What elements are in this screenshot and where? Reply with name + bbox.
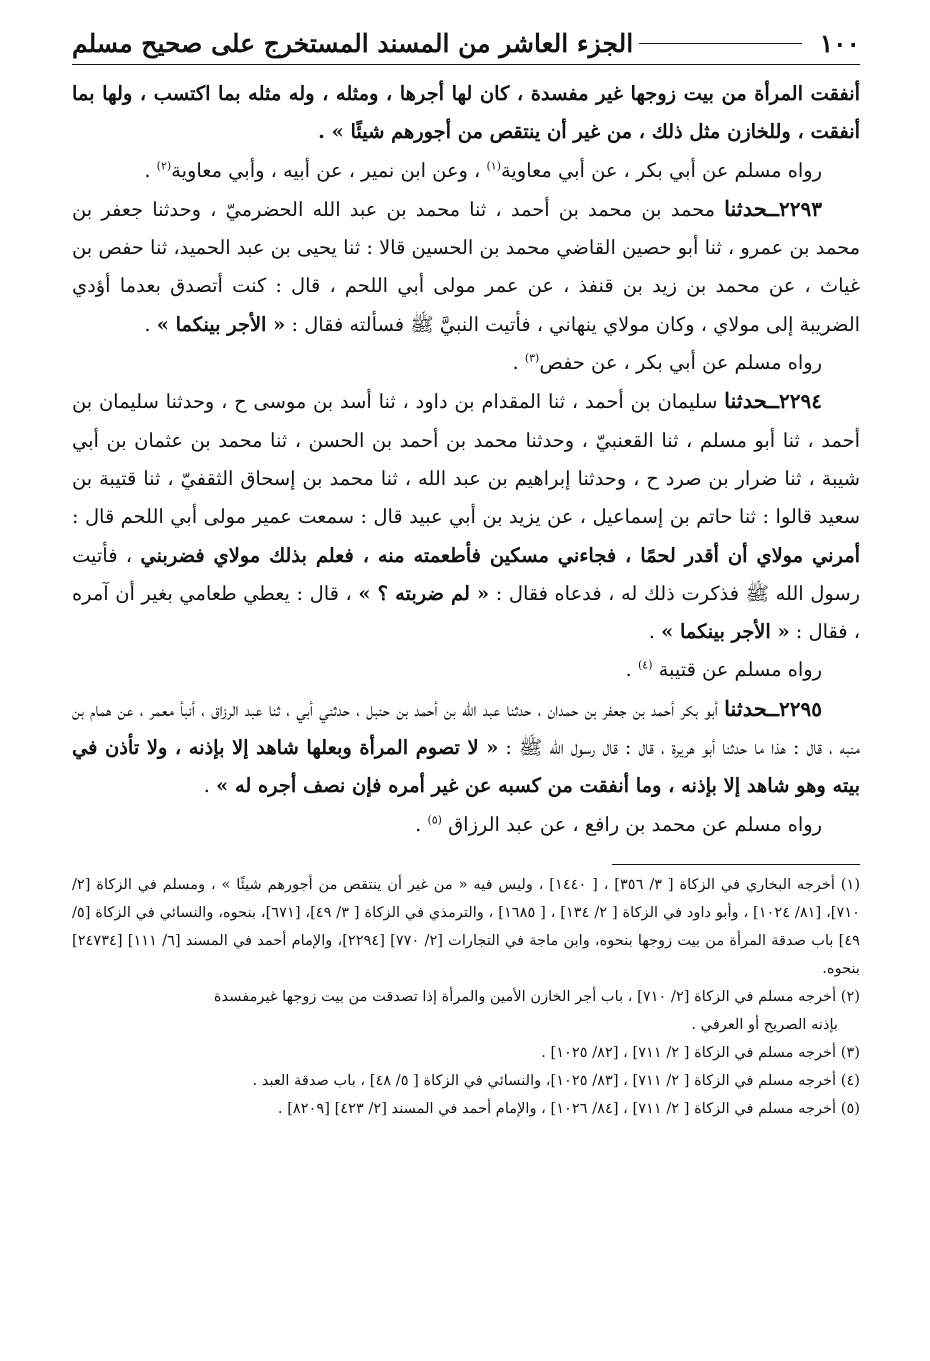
isnad-text: أبو بكر أحمد بن جعفر بن حمدان ، حدثنا عبد الله بن أحمد بن حنبل ، حدثني أبي ، ثنا عبد الرزاق ، أنبأ معمر ، عن همام بن منبه ، قال : هذا ما حدثنا أبو هريرة ، قال : قال رسول الله ﷺ :: [72, 697, 860, 760]
hadith-number: ٢٢٩٣ــ: [767, 196, 822, 221]
narration-text: ، قال : يعطي طعامي بغير أن آمره ، فقال :: [72, 581, 860, 644]
hadith-2293: [72, 190, 860, 344]
footnote-marker: (٤): [637, 658, 653, 672]
riwaya-text: .: [512, 351, 525, 375]
page-header: [72, 22, 860, 65]
punctuation: .: [203, 774, 217, 798]
footnote-marker: (٥): [427, 813, 442, 827]
footnote-2: (٢) أخرجه مسلم في الزكاة [٢/ ٧١٠] ، باب أجر الخازن الأمين والمرأة إذا تصدقت من بيت زوجها غيرمفسدة: [213, 987, 860, 1005]
riwaya-text: ، وعن ابن نمير ، عن أبيه ، وأبي معاوية: [171, 158, 487, 182]
isnad-text: محمد بن محمد بن أحمد ، ثنا محمد بن عبد الله الحضرميّ ، وحدثنا جعفر بن محمد بن عمرو ، ثنا أبو حصين القاضي محمد بن الحسين قالا : ثنا يحيى بن عبد الحميد، ثنا حفص بن غياث ، عن محمد بن زيد بن قنفذ ، عن عمر مولى أبي اللحم ، قال : كنت أتصدق بعدما أؤدي الضريبة إلى مولاي ، وكان مولاي ينهاني ، فأتيت النبيَّ ﷺ فسألته فقال :: [72, 197, 860, 336]
footnotes: [72, 871, 860, 1123]
haddathana-word: حدثنا: [724, 388, 768, 414]
haddathana-word: حدثنا: [724, 695, 768, 721]
header-rule: [639, 43, 802, 44]
hadith-2295: [72, 690, 860, 806]
footnote-separator: [612, 864, 860, 865]
riwaya-2294: [72, 651, 860, 689]
riwaya-text: رواه مسلم عن أبي بكر ، عن أبي معاوية: [500, 158, 822, 182]
haddathana-word: حدثنا: [724, 195, 768, 221]
riwaya-text: رواه مسلم عن محمد بن رافع ، عن عبد الرزاق: [441, 812, 822, 836]
footnote-4: (٤) أخرجه مسلم في الزكاة [ ٢/ ٧١١] ، [٨٣/ ١٠٢٥]، والنسائي في الزكاة [ ٥/ ٤٨] ، باب صدقة العبد .: [252, 1071, 860, 1089]
footnote-marker: (٣): [524, 351, 540, 365]
quote-text: « لم ضربته ؟ »: [358, 581, 490, 605]
riwaya-text: .: [625, 658, 638, 682]
hadith-number: ٢٢٩٥ــ: [767, 696, 822, 721]
isnad-text: سليمان بن أحمد ، ثنا المقدام بن داود ، ثنا أسد بن موسى ح ، وحدثنا سليمان بن أحمد ، ثنا أبو مسلم ، ثنا القعنبيّ ، وحدثنا محمد بن أحمد بن الحسن ، ثنا محمد بن عثمان بن أبي شيبة ، ثنا ضرار بن صرد ح ، وحدثنا إبراهيم بن عبد الله ، ثنا محمد بن إسحاق الثقفيّ ، ثنا قتيبة بن سعيد قالوا : ثنا حاتم بن إسماعيل ، عن يزيد بن أبي عبيد قال : سمعت عمير مولى أبي اللحم قال :: [72, 390, 860, 529]
riwaya-text: رواه مسلم عن قتيبة: [652, 658, 822, 682]
matn-text: « الأجر بينكما »: [156, 312, 286, 336]
narration-text: ، فأتيت رسول الله ﷺ فذكرت ذلك له ، فدعاه فقال :: [72, 543, 860, 605]
riwaya-text: .: [415, 812, 428, 836]
matn-text: أمرني مولاي أن أقدر لحمًا ، فجاءني مسكين فأطعمته منه ، فعلم بذلك مولاي فضربني: [140, 543, 860, 567]
riwaya-text: .: [144, 158, 157, 182]
footnote-2-continuation: بإذنه الصريح أو العرفي .: [691, 1015, 838, 1033]
footnote-5: (٥) أخرجه مسلم في الزكاة [ ٢/ ٧١١] ، [٨٤/ ١٠٢٦] ، والإمام أحمد في المسند [٢/ ٤٢٣] [٨٢٠٩] .: [277, 1099, 860, 1117]
footnote-1: (١) أخرجه البخاري في الزكاة [ ٣/ ٣٥٦] ، [ ١٤٤٠] ، وليس فيه « من غير أن ينتقص من أجورهم شيئًا » ، ومسلم في الزكاة [٢/ ٧١٠]، [٨١/ ١٠٢٤] ، وأبو داود في الزكاة [ ٢/ ١٣٤] ، [ ١٦٨٥] ، والترمذي في الزكاة [ ٣/ ٤٩]، [٦٧١]، بنحوه، والنسائي في الزكاة [٥/ ٤٩] باب صدقة المرأة من بيت زوجها بنحوه، وابن ماجة في التجارات [٢/ ٧٧٠] [٢٢٩٤]، والإمام أحمد في المسند [٦/ ١١١] [٢٤٧٣٤] بنحوه.: [72, 875, 861, 977]
quote-text: « الأجر بينكما »: [661, 620, 790, 644]
hadith-text: أنفقت المرأة من بيت زوجها غير مفسدة ، كان لها أجرها ، ومثله ، وله مثله بما اكتسب ، ولها بما أنفقت ، وللخازن مثل ذلك ، من غير أن ينتقص من أجورهم شيئًا » .: [72, 82, 860, 144]
page-number: ١٠٠: [819, 28, 860, 58]
paragraph-hadith-continuation: [72, 75, 860, 152]
footnote-3: (٣) أخرجه مسلم في الزكاة [ ٢/ ٧١١] ، [٨٢/ ١٠٢٥] .: [541, 1043, 860, 1061]
riwaya-2295: [72, 806, 860, 844]
paragraph-riwaya: [72, 152, 860, 190]
punctuation: .: [648, 620, 662, 644]
footnote-marker: (٢): [156, 159, 172, 173]
riwaya-2293: [72, 344, 860, 382]
running-title: الجزء العاشر من المسند المستخرج على صحيح مسلم: [72, 28, 634, 58]
matn-text: « لا تصوم المرأة وبعلها شاهد إلا بإذنه ، ولا تأذن في بيته وهو شاهد إلا بإذنه ، وما أنفقت من كسبه عن غير أمره فإن نصف أجره له »: [72, 736, 860, 798]
punctuation: .: [144, 312, 157, 336]
hadith-2294: [72, 382, 860, 651]
main-text: [72, 75, 860, 844]
hadith-number: ٢٢٩٤ــ: [767, 389, 822, 414]
riwaya-text: رواه مسلم عن أبي بكر ، عن حفص: [539, 351, 822, 375]
footnote-marker: (١): [486, 159, 501, 173]
